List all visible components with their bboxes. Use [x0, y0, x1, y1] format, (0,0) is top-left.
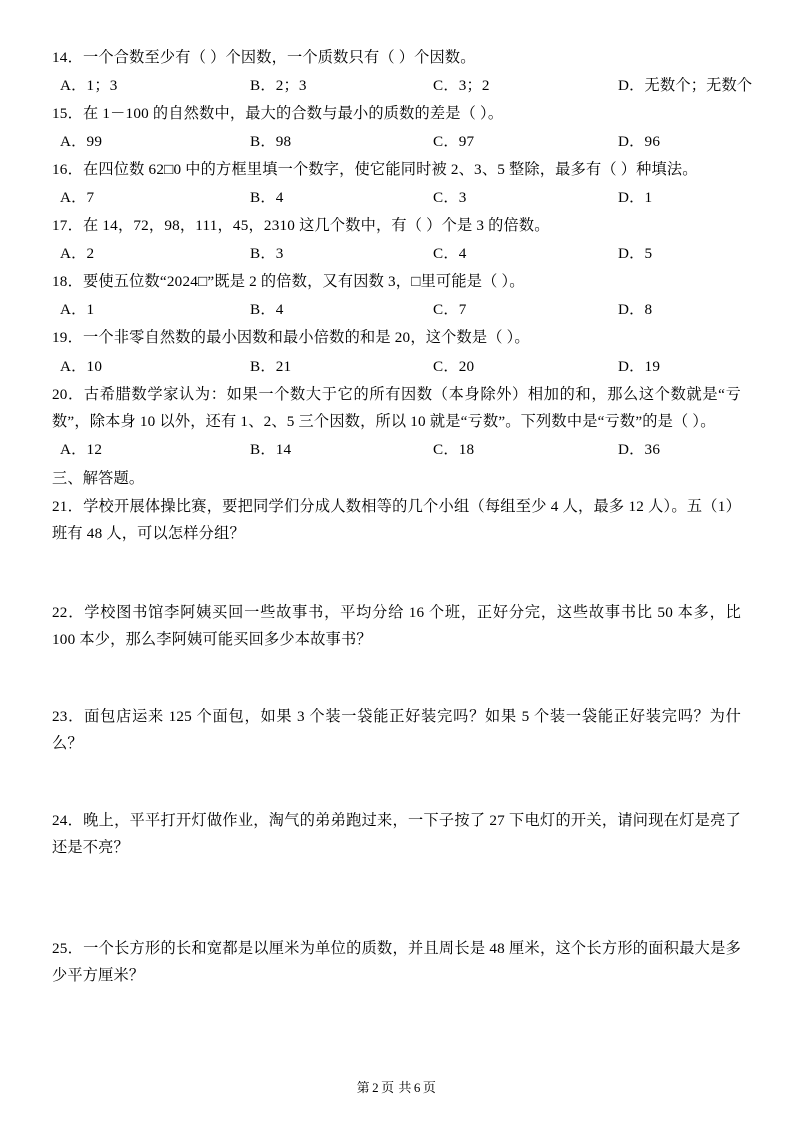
- question-18-options: [52, 296, 741, 323]
- answer-space-24: [52, 861, 741, 935]
- question-number: 21．: [52, 497, 84, 515]
- section-heading-answer: 三、解答题。: [52, 469, 145, 487]
- footer-prefix: 第: [356, 1080, 371, 1095]
- option-a: A．1；3: [60, 77, 118, 95]
- question-text: 晚上，平平打开灯做作业，淘气的弟弟跑过来，一下子按了 27 下电灯的开关，请问现在灯是亮了还是不亮？: [52, 812, 741, 857]
- question-number: 16．: [52, 161, 83, 179]
- question-14: [52, 44, 741, 71]
- question-stem: 古希腊数学家认为：如果一个数大于它的所有因数（本身除外）相加的和，那么这个数就是“亏数”，除本身 10 以外，还有 1、2、5 三个因数，所以 10 就是“亏数”。下列数中是“亏数”的是（ ）。: [52, 385, 741, 430]
- question-23: [52, 703, 741, 757]
- option-d: D．19: [618, 357, 661, 375]
- question-stem: 在 14，72，98，111，45，2310 这几个数中，有（ ）个是 3 的倍数。: [82, 217, 550, 235]
- option-c: C．3: [433, 189, 467, 207]
- question-number: 18．: [52, 273, 83, 291]
- option-b: B．98: [250, 133, 292, 151]
- question-number: 14．: [52, 49, 83, 66]
- option-a: A．10: [60, 357, 103, 375]
- option-d: D．无数个；无数个: [618, 77, 753, 95]
- option-b: B．21: [250, 357, 292, 375]
- option-b: B．4: [250, 189, 284, 207]
- question-text: 学校开展体操比赛，要把同学们分成人数相等的几个小组（每组至少 4 人，最多 12 人）。五（1）班有 48 人，可以怎样分组？: [52, 497, 741, 542]
- question-number: 22．: [52, 603, 85, 621]
- page-footer: [0, 1077, 793, 1096]
- question-25: [52, 935, 741, 989]
- question-14-options: [52, 72, 753, 99]
- question-number: 24．: [52, 812, 84, 830]
- answer-space-22: [52, 653, 741, 703]
- option-c: C．7: [433, 301, 467, 319]
- question-18: [52, 268, 741, 295]
- question-19-options: [52, 353, 741, 380]
- option-d: D．36: [618, 440, 661, 458]
- question-text: 面包店运来 125 个面包，如果 3 个装一袋能正好装完吗？如果 5 个装一袋能正好装完吗？为什么？: [52, 707, 741, 752]
- question-number: 19．: [52, 329, 83, 347]
- question-24: [52, 807, 741, 861]
- option-b: B．3: [250, 245, 284, 263]
- option-a: A．2: [60, 245, 95, 263]
- option-d: D．1: [618, 189, 653, 207]
- footer-suffix: 页: [422, 1080, 437, 1095]
- option-b: B．14: [250, 440, 292, 458]
- question-text: 学校图书馆李阿姨买回一些故事书，平均分给 16 个班，正好分完，这些故事书比 50 本多，比 100 本少，那么李阿姨可能买回多少本故事书？: [52, 603, 742, 648]
- option-c: C．3；2: [433, 77, 490, 95]
- question-15-options: [52, 128, 741, 155]
- option-c: C．4: [433, 245, 467, 263]
- option-c: C．97: [433, 133, 475, 151]
- footer-total-pages: 6: [413, 1080, 421, 1095]
- question-20-options: [52, 436, 741, 463]
- question-17-options: [52, 240, 741, 267]
- option-b: B．2；3: [250, 77, 307, 95]
- question-19: [52, 324, 741, 351]
- question-number: 17．: [52, 217, 83, 235]
- question-number: 23．: [52, 707, 85, 725]
- option-d: D．96: [618, 133, 661, 151]
- question-21: [52, 493, 741, 547]
- option-d: D．8: [618, 301, 653, 319]
- option-d: D．5: [618, 245, 653, 263]
- question-22: [52, 599, 741, 653]
- question-stem: 在 1－100 的自然数中，最大的合数与最小的质数的差是（ ）。: [82, 105, 504, 123]
- option-a: A．1: [60, 301, 95, 319]
- question-17: [52, 212, 741, 239]
- question-16-options: [52, 184, 741, 211]
- question-number: 20．: [52, 385, 84, 403]
- question-stem: 一个合数至少有（ ）个因数，一个质数只有（ ）个因数。: [82, 49, 476, 66]
- question-stem: 一个非零自然数的最小因数和最小倍数的和是 20，这个数是（ ）。: [82, 329, 530, 347]
- question-number: 25．: [52, 940, 84, 958]
- option-a: A．7: [60, 189, 95, 207]
- question-text: 一个长方形的长和宽都是以厘米为单位的质数，并且周长是 48 厘米，这个长方形的面积最大是多少平方厘米？: [52, 940, 741, 985]
- footer-middle: 页 共: [381, 1080, 412, 1095]
- option-a: A．12: [60, 440, 103, 458]
- question-20: [52, 381, 741, 435]
- option-c: C．20: [433, 357, 475, 375]
- question-number: 15．: [52, 105, 83, 123]
- answer-space-23: [52, 757, 741, 807]
- answer-space-21: [52, 547, 741, 599]
- option-a: A．99: [60, 133, 103, 151]
- question-16: [52, 156, 741, 183]
- option-c: C．18: [433, 440, 475, 458]
- question-15: [52, 100, 741, 127]
- option-b: B．4: [250, 301, 284, 319]
- footer-current-page: 2: [372, 1080, 380, 1095]
- question-stem: 在四位数 62□0 中的方框里填一个数字，使它能同时被 2、3、5 整除，最多有（ ）种填法。: [82, 161, 698, 179]
- question-stem: 要使五位数“2024□”既是 2 的倍数，又有因数 3，□里可能是（ ）。: [82, 273, 525, 291]
